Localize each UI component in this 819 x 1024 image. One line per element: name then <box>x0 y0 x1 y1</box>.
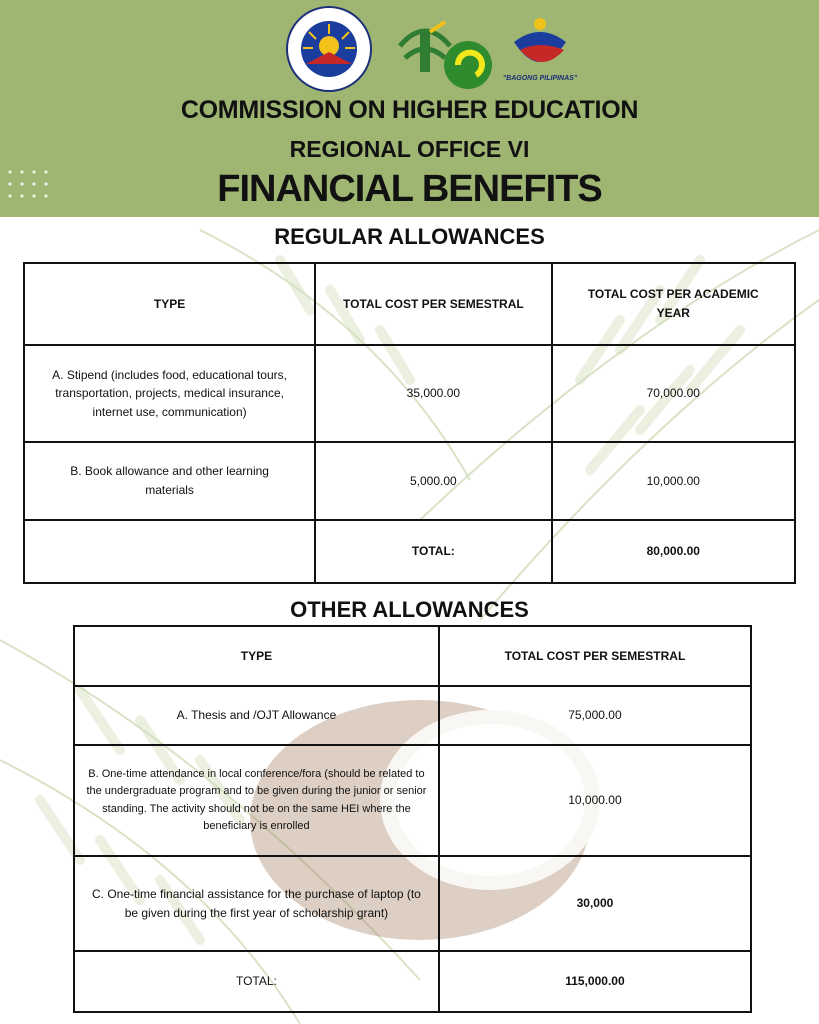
total-row <box>74 951 751 1012</box>
partner-logos <box>0 2 819 94</box>
header-banner <box>0 0 819 217</box>
regular-allowances-table <box>23 262 796 584</box>
regular-allowances-title: REGULAR ALLOWANCES <box>274 224 545 249</box>
svg-text:"BAGONG PILIPINAS": "BAGONG PILIPINAS" <box>502 75 578 82</box>
other-allowances-table <box>73 625 752 1013</box>
academic-cell: 10,000.00 <box>552 442 795 520</box>
type-cell: A. Stipend (includes food, educational tours, transportation, projects, medical insurance, internet use, communication) <box>24 345 315 442</box>
header-cell-semestral: TOTAL COST PER SEMESTRAL <box>315 263 551 345</box>
table-header-row <box>74 626 751 686</box>
header-title-commission: COMMISSION ON HIGHER EDUCATION <box>180 96 639 124</box>
total-value: 80,000.00 <box>552 520 795 583</box>
type-cell: B. Book allowance and other learning materials <box>24 442 315 520</box>
semestral-cell: 5,000.00 <box>315 442 551 520</box>
total-label: TOTAL: <box>74 951 439 1012</box>
header-cell-academic-year: TOTAL COST PER ACADEMIC YEAR <box>552 263 795 345</box>
ched-seal-icon <box>287 7 371 91</box>
other-allowances-title: OTHER ALLOWANCES <box>290 597 529 622</box>
header-cell-semestral: TOTAL COST PER SEMESTRAL <box>439 626 751 686</box>
semestral-cell: 35,000.00 <box>315 345 551 442</box>
empty-cell <box>24 520 315 583</box>
table-row <box>74 745 751 856</box>
header-title-regional-office: REGIONAL OFFICE VI <box>289 136 530 162</box>
academic-cell: 70,000.00 <box>552 345 795 442</box>
type-cell: A. Thesis and /OJT Allowance <box>74 686 439 745</box>
bagong-pilipinas-icon <box>503 18 578 82</box>
semestral-cell: 30,000 <box>439 856 751 951</box>
header-cell-type: TYPE <box>74 626 439 686</box>
header-cell-type: TYPE <box>24 263 315 345</box>
pca-logo-icon <box>444 41 492 89</box>
table-row <box>24 345 795 442</box>
total-value: 115,000.00 <box>439 951 751 1012</box>
table-header-row <box>24 263 795 345</box>
table-row <box>24 442 795 520</box>
table-row <box>74 686 751 745</box>
table-row <box>74 856 751 951</box>
total-row <box>24 520 795 583</box>
page-title: FINANCIAL BENEFITS <box>217 168 602 210</box>
type-cell: B. One-time attendance in local conference/fora (should be related to the undergraduate program and to be given during the junior or senior standing. The activity should not be on the same HEI where the beneficiary is enrolled <box>74 745 439 856</box>
total-label: TOTAL: <box>315 520 551 583</box>
semestral-cell: 10,000.00 <box>439 745 751 856</box>
type-cell: C. One-time financial assistance for the purchase of laptop (to be given during the first year of scholarship grant) <box>74 856 439 951</box>
semestral-cell: 75,000.00 <box>439 686 751 745</box>
